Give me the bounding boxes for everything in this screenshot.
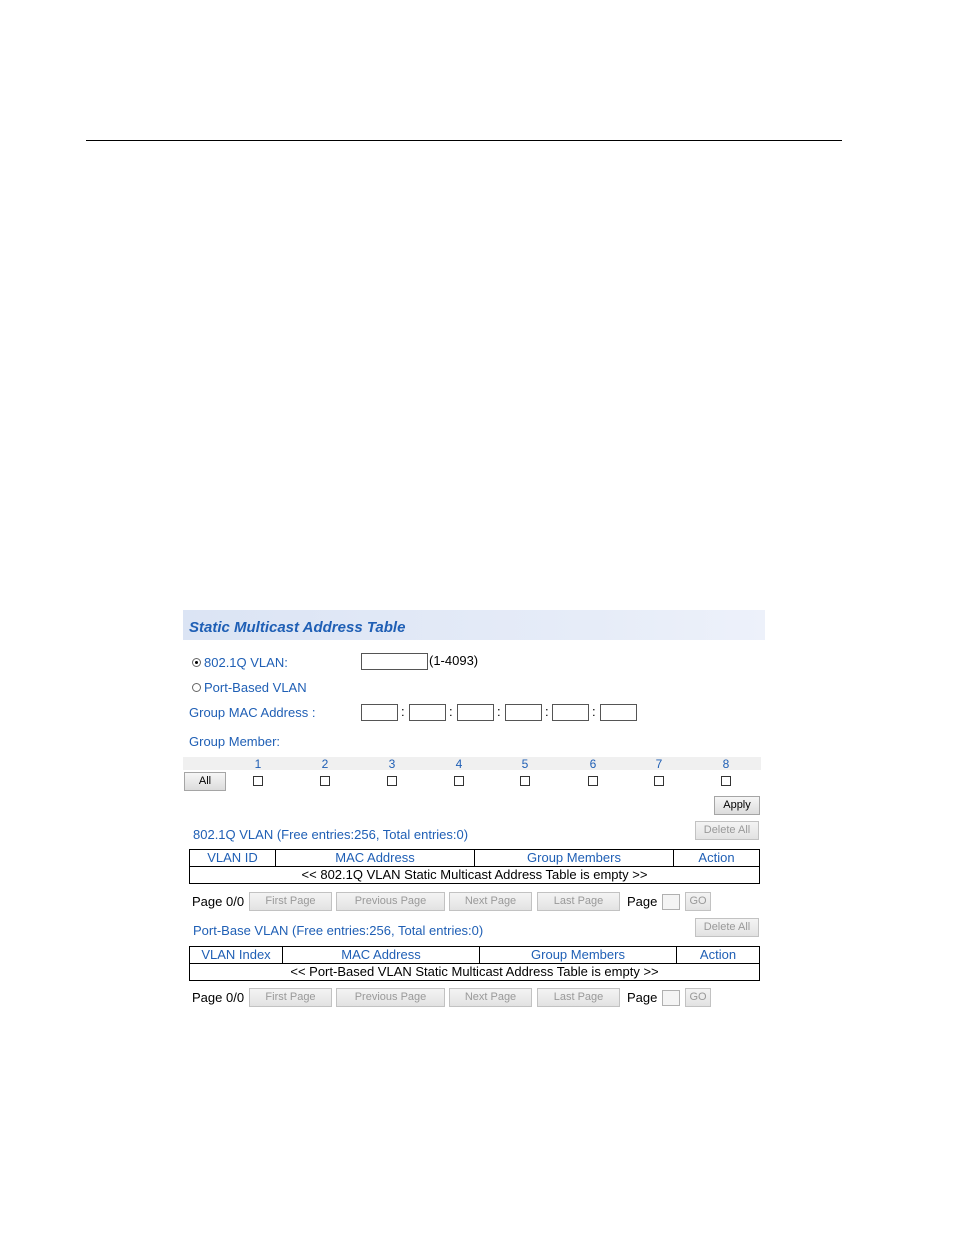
go-button-8021q[interactable]: GO <box>685 892 711 911</box>
page-label-port: Page <box>627 990 658 1005</box>
apply-button[interactable]: Apply <box>714 796 760 815</box>
port-6-checkbox[interactable] <box>588 776 598 786</box>
page-number-input-port[interactable] <box>662 990 680 1006</box>
table-empty-message: << Port-Based VLAN Static Multicast Address Table is empty >> <box>290 964 659 979</box>
table-header-row <box>190 850 759 867</box>
port-2-checkbox[interactable] <box>320 776 330 786</box>
mac-separator: : <box>545 704 549 719</box>
column-header-vlan-index: VLAN Index <box>201 947 271 962</box>
port-based-radio[interactable] <box>192 683 201 692</box>
port-7-checkbox[interactable] <box>654 776 664 786</box>
mac-separator: : <box>592 704 596 719</box>
port-1-checkbox[interactable] <box>253 776 263 786</box>
column-header-action: Action <box>699 947 737 962</box>
previous-page-button[interactable]: Previous Page <box>336 892 445 911</box>
column-header-group-members: Group Members <box>527 850 621 865</box>
page-status-port: Page 0/0 <box>192 990 245 1005</box>
previous-page-button[interactable]: Previous Page <box>336 988 445 1007</box>
port-label-8: 8 <box>722 757 730 771</box>
port-label-6: 6 <box>589 757 597 771</box>
page-status-8021q: Page 0/0 <box>192 894 245 909</box>
mac-separator: : <box>497 704 501 719</box>
delete-all-port-button[interactable]: Delete All <box>695 918 759 937</box>
page-number-input-8021q[interactable] <box>662 894 680 910</box>
column-header-group-members: Group Members <box>531 947 625 962</box>
column-header-action: Action <box>698 850 735 865</box>
panel-title-bar <box>183 610 765 640</box>
mac-separator: : <box>401 704 405 719</box>
port-label-1: 1 <box>254 757 262 771</box>
last-page-button[interactable]: Last Page <box>537 892 620 911</box>
delete-all-8021q-button[interactable]: Delete All <box>695 821 759 840</box>
page-label-8021q: Page <box>627 894 658 909</box>
table-8021q-summary: 802.1Q VLAN (Free entries:256, Total entries:0) <box>193 827 469 842</box>
mac-octet-4-input[interactable] <box>505 704 542 721</box>
port-4-checkbox[interactable] <box>454 776 464 786</box>
go-button-port[interactable]: GO <box>685 988 711 1007</box>
vlan-8021q-label: 802.1Q VLAN: <box>204 655 288 670</box>
port-label-3: 3 <box>388 757 396 771</box>
column-header-mac-address: MAC Address <box>341 947 421 962</box>
group-member-label: Group Member: <box>189 734 281 749</box>
table-header-row <box>190 947 759 964</box>
group-mac-label: Group MAC Address : <box>189 705 316 720</box>
port-label-5: 5 <box>521 757 529 771</box>
table-8021q <box>189 849 760 884</box>
table-port-summary: Port-Base VLAN (Free entries:256, Total entries:0) <box>193 923 484 938</box>
vlan-id-input[interactable] <box>361 653 428 670</box>
mac-octet-3-input[interactable] <box>457 704 494 721</box>
first-page-button[interactable]: First Page <box>249 892 332 911</box>
port-3-checkbox[interactable] <box>387 776 397 786</box>
port-label-2: 2 <box>321 757 329 771</box>
vlan-range-hint: (1-4093) <box>429 653 479 668</box>
last-page-button[interactable]: Last Page <box>537 988 620 1007</box>
port-8-checkbox[interactable] <box>721 776 731 786</box>
column-header-vlan-id: VLAN ID <box>207 850 258 865</box>
port-based-label: Port-Based VLAN <box>204 680 307 695</box>
static-multicast-panel <box>183 607 767 1017</box>
first-page-button[interactable]: First Page <box>249 988 332 1007</box>
column-header-mac-address: MAC Address <box>335 850 415 865</box>
port-label-4: 4 <box>455 757 463 771</box>
panel-title: Static Multicast Address Table <box>189 619 406 636</box>
select-all-button[interactable]: All <box>184 772 226 791</box>
header-rule <box>86 140 842 141</box>
mac-octet-5-input[interactable] <box>552 704 589 721</box>
mac-octet-1-input[interactable] <box>361 704 398 721</box>
next-page-button[interactable]: Next Page <box>449 988 532 1007</box>
mac-octet-6-input[interactable] <box>600 704 637 721</box>
port-label-7: 7 <box>655 757 663 771</box>
mac-separator: : <box>449 704 453 719</box>
mac-octet-2-input[interactable] <box>409 704 446 721</box>
vlan-8021q-radio[interactable] <box>192 658 201 667</box>
port-5-checkbox[interactable] <box>520 776 530 786</box>
port-number-strip <box>183 757 761 770</box>
table-port-based <box>189 946 760 981</box>
table-empty-message: << 802.1Q VLAN Static Multicast Address Table is empty >> <box>301 867 648 882</box>
next-page-button[interactable]: Next Page <box>449 892 532 911</box>
